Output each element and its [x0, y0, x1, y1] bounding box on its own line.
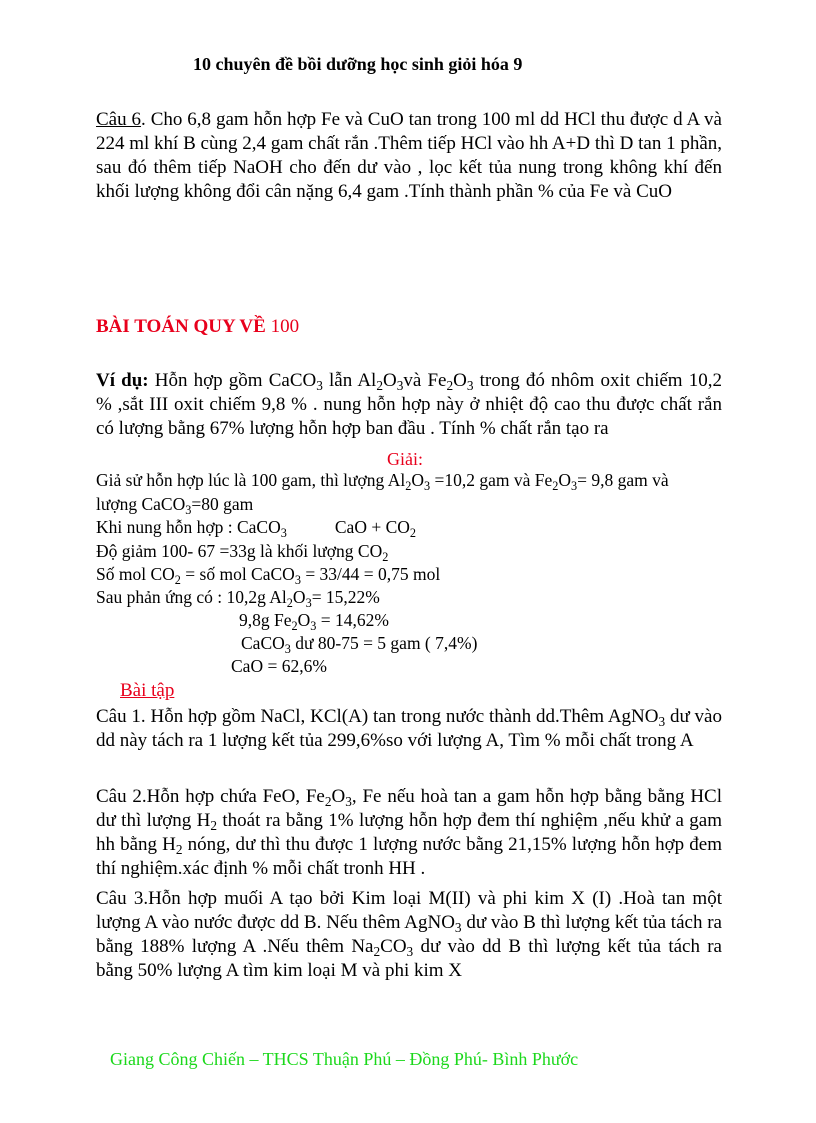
footer-author: Giang Công Chiến – THCS Thuận Phú – Đồng Phú- Bình Phước	[110, 1049, 579, 1069]
exercise-3: Câu 3.Hỗn hợp muối A tạo bởi Kim loại M(II) và phi kim X (I) .Hoà tan một lượng A vào nước được dd B. Nếu thêm AgNO$_3$ dư vào B thì lượng kết tủa tách ra bằng 188% lượng A .Nếu thêm $Na_2CO_3$ dư vào dd B thì lượng kết tủa tách ra bằng 50% lượng A tìm kim loại M và phi kim X	[96, 888, 722, 981]
example-label: Ví dụ:	[96, 370, 149, 391]
section-title: BÀI TOÁN QUY VỀ 100	[96, 316, 300, 337]
solution-heading: Giải:	[387, 449, 423, 469]
question-6-text: . Cho 6,8 gam hỗn hợp Fe và CuO tan trong 100 ml dd HCl thu được d A và 224 ml khí B cùng 2,4 gam chất rắn .Thêm tiếp HCl vào hh A+D thì D tan 1 phần, sau đó thêm tiếp NaOH cho đến dư vào , lọc kết tủa nung trong không khí đến khối lượng không đổi cân nặng 6,4 gam .Tính thành phần % của Fe và CuO	[96, 109, 723, 202]
solution-line-5: Số mol $CO_2$ = số mol CaCO$_3$ = 33/44 = 0,75 mol	[96, 564, 441, 587]
document-header: 10 chuyên đề bồi dưỡng học sinh giỏi hóa 9	[193, 54, 523, 74]
solution-line-2: lượng CaCO$_3$=80 gam	[96, 494, 254, 517]
solution-line-1: Giả sử hỗn hợp lúc là 100 gam, thì lượng $Al_2O_3 =10,2$ gam và $Fe_2O_3= 9,8$ gam và	[96, 470, 669, 493]
question-6-label: Câu 6	[96, 109, 142, 130]
example-paragraph: Ví dụ: Hỗn hợp gồm CaCO$_3$ lẫn $Al_2O_3và$ $Fe_2O_3$ trong đó nhôm oxit chiếm 10,2 % ,sắt III oxit chiếm 9,8 % . nung hỗn hợp này ở nhiệt độ cao thu được chất rắn có lượng bằng 67% lượng hỗn hợp ban đầu . Tính % chất rắn tạo ra	[96, 370, 722, 439]
solution-line-8: CaCO$_3$ dư 80-75 = 5 gam ( 7,4%)	[241, 633, 478, 656]
question-6	[96, 108, 722, 204]
exercise-2: Câu 2.Hỗn hợp chứa FeO, $Fe_2O_3$, Fe nếu hoà tan a gam hỗn hợp bằng bằng HCl dư thì lượng $H_2$ thoát ra bằng 1% lượng hỗn hợp đem thí nghiệm ,nếu khử a gam hh bằng $H_2$ nóng, dư thì thu được 1 lượng nước bằng 21,15% lượng hỗn hợp đem thí nghiệm.xác định % mỗi chất tronh HH .	[96, 786, 723, 879]
exercise-1: Câu 1. Hỗn hợp gồm NaCl, KCl(A) tan trong nước thành dd.Thêm AgNO$_3$ dư vào dd này tách ra 1 lượng kết tủa 299,6%so với lượng A, Tìm % mỗi chất trong A	[96, 706, 722, 751]
solution-line-7: 9,8g $Fe_2O_3 = 14,62\%$	[239, 610, 389, 633]
solution-line-3: Khi nung hỗn hợp : CaCO$_3$ CaO + $CO_2$	[96, 517, 417, 540]
solution-line-6: Sau phản ứng có : 10,2g $Al_2O_3= 15,22\%$	[96, 587, 380, 610]
exercises-heading: Bài tập	[120, 680, 175, 701]
solution-line-9: CaO = 62,6%	[231, 656, 327, 676]
solution-line-4: Độ giảm 100- 67 =33g là khối lượng $CO_2$	[96, 541, 389, 564]
